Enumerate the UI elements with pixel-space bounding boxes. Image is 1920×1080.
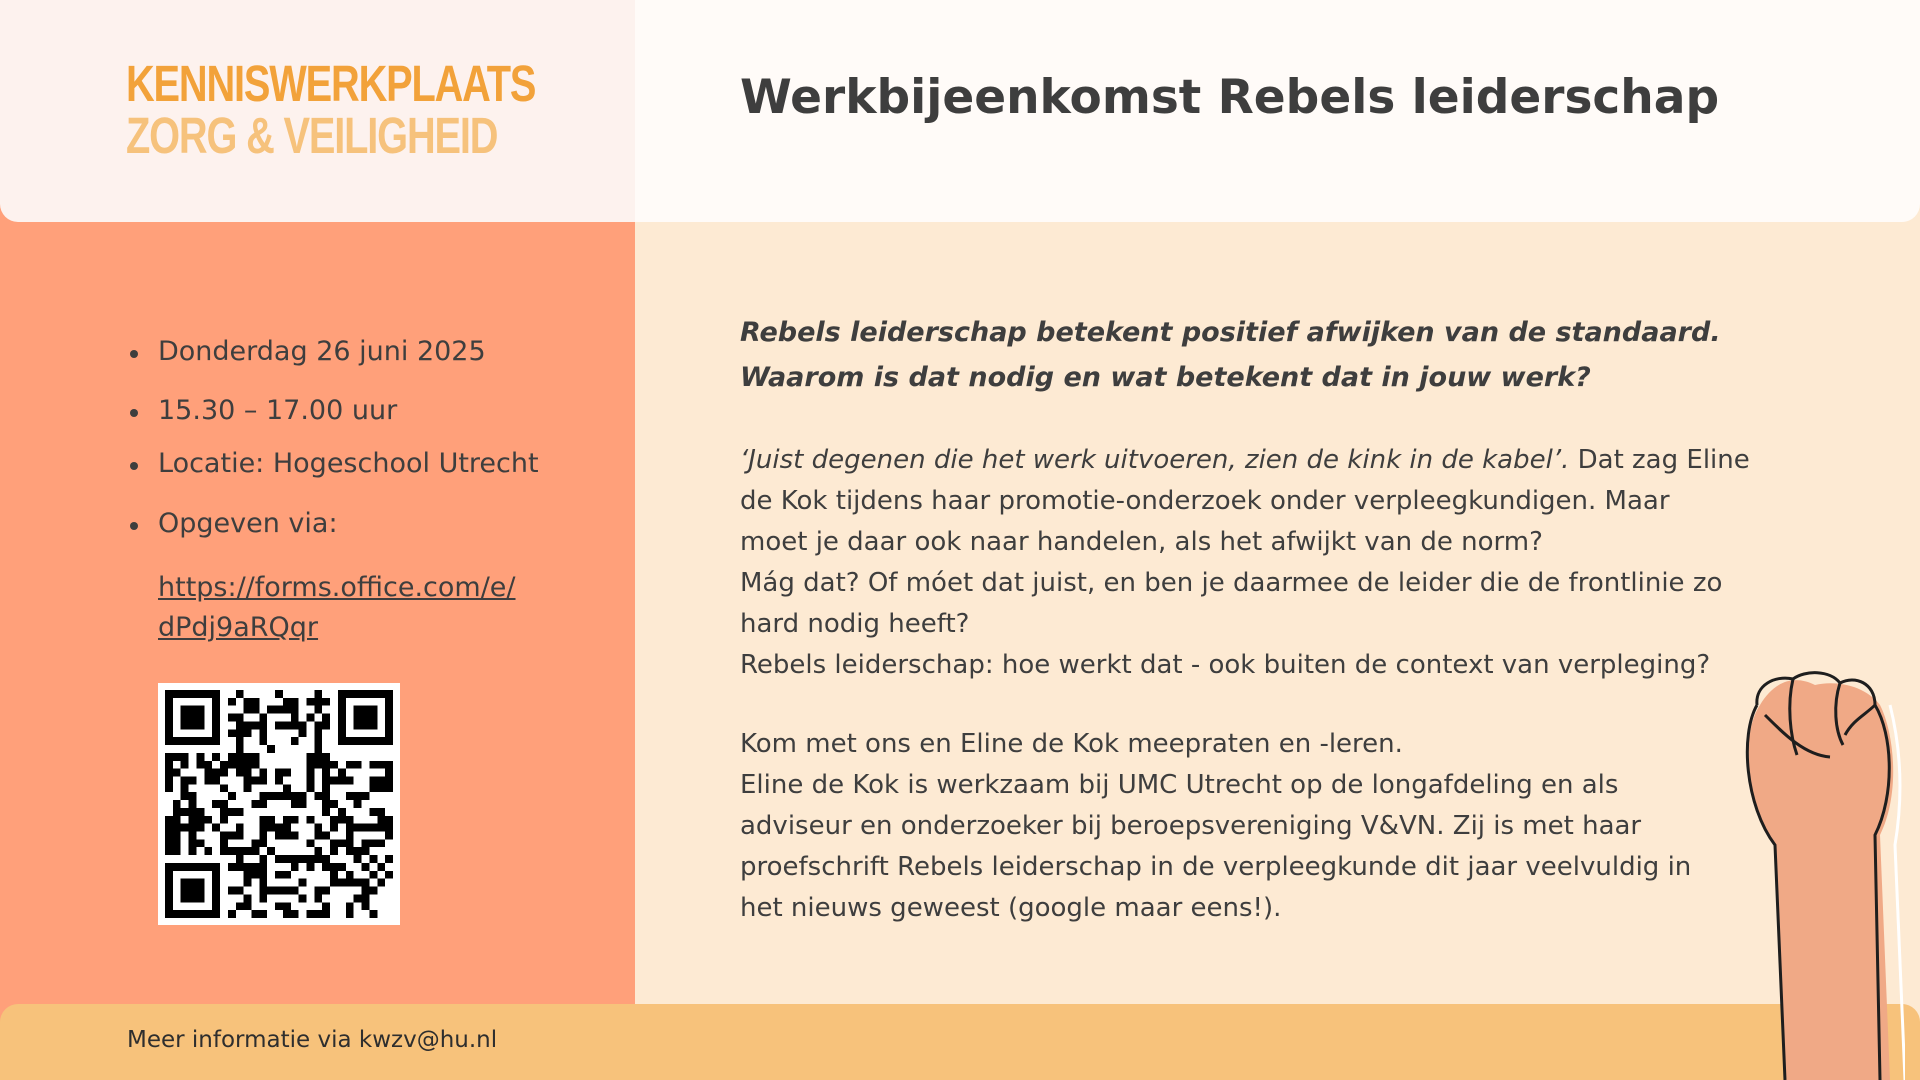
page-title: Werkbijeenkomst Rebels leiderschap xyxy=(740,70,1720,125)
paragraph-1-line: de Kok tijdens haar promotie-onderzoek onder verpleegkundigen. Maar xyxy=(740,486,1670,516)
paragraph-1-line: moet je daar ook naar handelen, als het afwijkt van de norm? xyxy=(740,527,1543,557)
logo xyxy=(126,55,536,164)
paragraph-2-line: het nieuws geweest (google maar eens!). xyxy=(740,893,1282,923)
paragraph-2-line: proefschrift Rebels leiderschap in de verpleegkunde dit jaar veelvuldig in xyxy=(740,852,1692,882)
logo-line-2: ZORG & VEILIGHEID xyxy=(126,107,498,164)
signup-link-line-2[interactable]: dPdj9aRQqr xyxy=(158,612,319,643)
footer-contact: Meer informatie via kwzv@hu.nl xyxy=(127,1027,498,1053)
signup-link[interactable] xyxy=(158,568,516,648)
paragraph-2-line: adviseur en onderzoeker bij beroepsvereniging V&VN. Zij is met haar xyxy=(740,811,1642,841)
bullet-icon xyxy=(130,409,138,417)
logo-line-1: KENNISWERKPLAATS xyxy=(126,55,536,112)
quote: ‘Juist degenen die het werk uitvoeren, zien de kink in de kabel’. xyxy=(740,445,1570,475)
lead-line-1: Rebels leiderschap betekent positief afwijken van de standaard. xyxy=(740,317,1721,348)
body-text xyxy=(740,440,1750,929)
qr-code-icon xyxy=(158,683,400,925)
bullet-icon xyxy=(130,462,138,470)
paragraph-2-line: Eline de Kok is werkzaam bij UMC Utrecht op de longafdeling en als xyxy=(740,770,1619,800)
raised-fist-icon xyxy=(1735,645,1905,1080)
paragraph-2-line: Kom met ons en Eline de Kok meepraten en -leren. xyxy=(740,729,1403,759)
bullet-icon xyxy=(130,350,138,358)
paragraph-1-line: hard nodig heeft? xyxy=(740,609,970,639)
paragraph-gap xyxy=(740,686,1700,724)
bullet-icon xyxy=(130,522,138,530)
paragraph-1-line: Mág dat? Of móet dat juist, en ben je daarmee de leider die de frontlinie zo xyxy=(740,568,1723,598)
paragraph-1-line: Rebels leiderschap: hoe werkt dat - ook buiten de context van verpleging? xyxy=(740,650,1711,680)
paragraph-1-line: ‘Juist degenen die het werk uitvoeren, zien de kink in de kabel’. Dat zag Eline xyxy=(740,445,1750,475)
lead-line-2: Waarom is dat nodig en wat betekent dat in jouw werk? xyxy=(740,362,1591,393)
lead-question xyxy=(740,310,1721,400)
signup-link-line-1[interactable]: https://forms.office.com/e/ xyxy=(158,572,516,603)
